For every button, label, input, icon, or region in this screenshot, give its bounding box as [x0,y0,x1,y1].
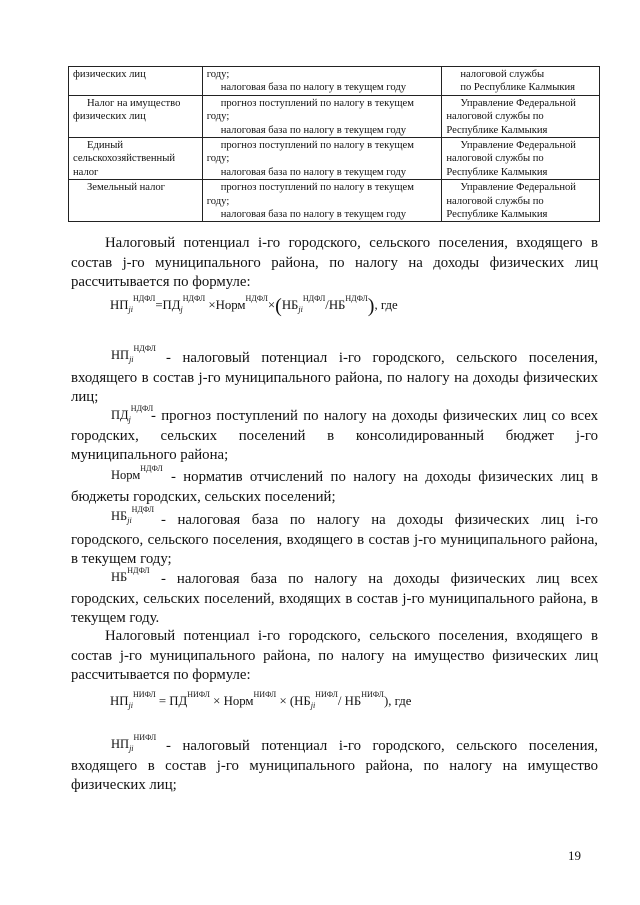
table-cell [442,138,600,180]
page-number: 19 [568,848,581,863]
table-row [69,180,600,222]
cell-line: году; [206,195,230,207]
paragraph-ndfl-intro [71,234,598,293]
cell-line: налог [73,166,99,178]
cell-line: прогноз поступлений по налогу в текущем [220,97,414,109]
table-cell [202,67,442,96]
formula-ndfl: $НП_{ji}^{НДФЛ}=ПД_j^{НДФЛ}$ $\times Норм^{НДФЛ}\times(НБ_{ji}^{НДФЛ}/НБ^{НДФЛ})$, где [110,294,398,317]
cell-line: Управление Федеральной [460,140,576,152]
symbol-np-ndfl: $НП_{ji}^{НДФЛ}$ [111,344,156,364]
cell-line: сельскохозяйственный [73,153,176,165]
symbol-nb-ji: $НБ_{ji}^{НИФЛ}$ [294,690,338,710]
table-cell [69,180,203,222]
cell-line: Земельный налог [87,182,166,194]
symbol-nb: $НБ^{НДФЛ}$ [328,294,368,312]
definition-np-ndfl: - налоговый потенциал i-го городского, сельского поселения, входящего в состав j-го муниципального района, по налогу на доходы физических лиц; [71,350,598,405]
cell-line: году; [206,153,230,165]
cell-line: налоговая база по налогу в текущем году [220,166,407,178]
symbol-pd: $ПД^{НИФЛ}$ [169,690,210,708]
cell-line: прогноз поступлений по налогу в текущем [220,182,414,194]
cell-line: физических лиц [73,69,146,80]
symbol-nb: $НБ^{НИФЛ}$ [344,690,384,708]
table-row [69,138,600,180]
definition-norm-ndfl: - норматив отчислений по налогу на доходы физических лиц в бюджеты городских, сельских поселений; [71,469,598,505]
cell-line: году; [206,69,230,80]
table-cell [202,180,442,222]
symbol-nb-ndfl: $НБ^{НДФЛ}$ [111,566,150,584]
paragraph-text: Налоговый потенциал i-го городского, сельского поселения, входящего в состав j-го муниципального района, по налогу на имущество физических лиц рассчитывается по формуле: [71,628,598,683]
symbol-norm-ndfl: Норм$^{НДФЛ}$ [111,464,163,482]
formula-nifl: $НП_{ji}^{НИФЛ} = ПД^{НИФЛ}$ × Норм$^{НИФЛ}$ × ($НБ_{ji}^{НИФЛ}/$ $НБ^{НИФЛ}$), где [110,690,412,710]
cell-line: налоговой службы по [446,111,544,123]
cell-line: Единый [87,140,123,152]
definition-np-nifl: - налоговый потенциал i-го городского, сельского поселения, входящего в состав j-го муниципального района, по налогу на имущество физических лиц; [71,738,598,793]
symbol-pd: $ПД_j^{НДФЛ}$ [162,294,206,314]
cell-line: налоговой службы по [446,195,544,207]
definition-nb-ndfl: - налоговая база по налогу на доходы физических лиц всех городских, сельских поселений, входящих в состав j-го муниципального района, в текущем году. [71,571,598,626]
table-cell [202,95,442,137]
cell-line: Управление Федеральной [460,182,576,194]
symbol-np: $НП_{ji}^{НДФЛ}$ [110,294,156,314]
definition-pd-ndfl: - прогноз поступлений по налогу на доходы физических лиц со всех городских, сельских поселений в консолидированный бюджет j-го муниципального района; [71,408,598,463]
tax-sources-table [68,66,600,222]
table-cell [442,95,600,137]
paragraph-nifl-intro [71,627,598,686]
cell-line: Республике Калмыкия [446,166,548,178]
cell-line: налоговая база по налогу в текущем году [220,124,407,136]
cell-line: налоговая база по налогу в текущем году [220,82,407,94]
symbol-np: $НП_{ji}^{НИФЛ}$ [110,690,156,710]
cell-line: налоговой службы [460,69,545,80]
cell-line: физических лиц [73,111,146,123]
table-cell [69,138,203,180]
cell-line: Налог на имущество [87,97,181,109]
table-cell [69,95,203,137]
cell-line: налоговой службы по [446,153,544,165]
cell-line: году; [206,111,230,123]
symbol-np-nifl: $НП_{ji}^{НИФЛ}$ [111,733,157,753]
symbol-nb-ji-ndfl: $НБ_{ji}^{НДФЛ}$ [111,505,155,525]
definition-nb-ji-ndfl: - налоговая база по налогу на доходы физических лиц i-го городского, сельского поселения, входящего в состав j-го муниципального района, в текущем году; [71,512,598,567]
paragraph-text: Налоговый потенциал i-го городского, сельского поселения, входящего в состав j-го муниципального района, по налогу на доходы физических лиц рассчитывается по формуле: [71,235,598,290]
symbol-nb-ji: $НБ_{ji}^{НДФЛ}$ [281,294,326,314]
table-row [69,67,600,96]
symbol-norm: Норм$^{НИФЛ}$ [223,690,277,708]
tax-table-body [69,67,600,222]
table-cell [442,67,600,96]
cell-line: Республике Калмыкия [446,124,548,136]
symbol-norm: Норм$^{НДФЛ}$ [215,294,268,312]
table-row [69,95,600,137]
cell-line: прогноз поступлений по налогу в текущем [220,140,414,152]
cell-line: налоговая база по налогу в текущем году [220,209,407,221]
symbol-pd-ndfl: $ПД_j^{НДФЛ}$ [111,404,154,424]
table-cell [69,67,203,96]
cell-line: Республике Калмыкия [446,209,548,221]
table-cell [202,138,442,180]
cell-line: Управление Федеральной [460,97,576,109]
cell-line: по Республике Калмыкия [460,82,576,94]
table-cell [442,180,600,222]
